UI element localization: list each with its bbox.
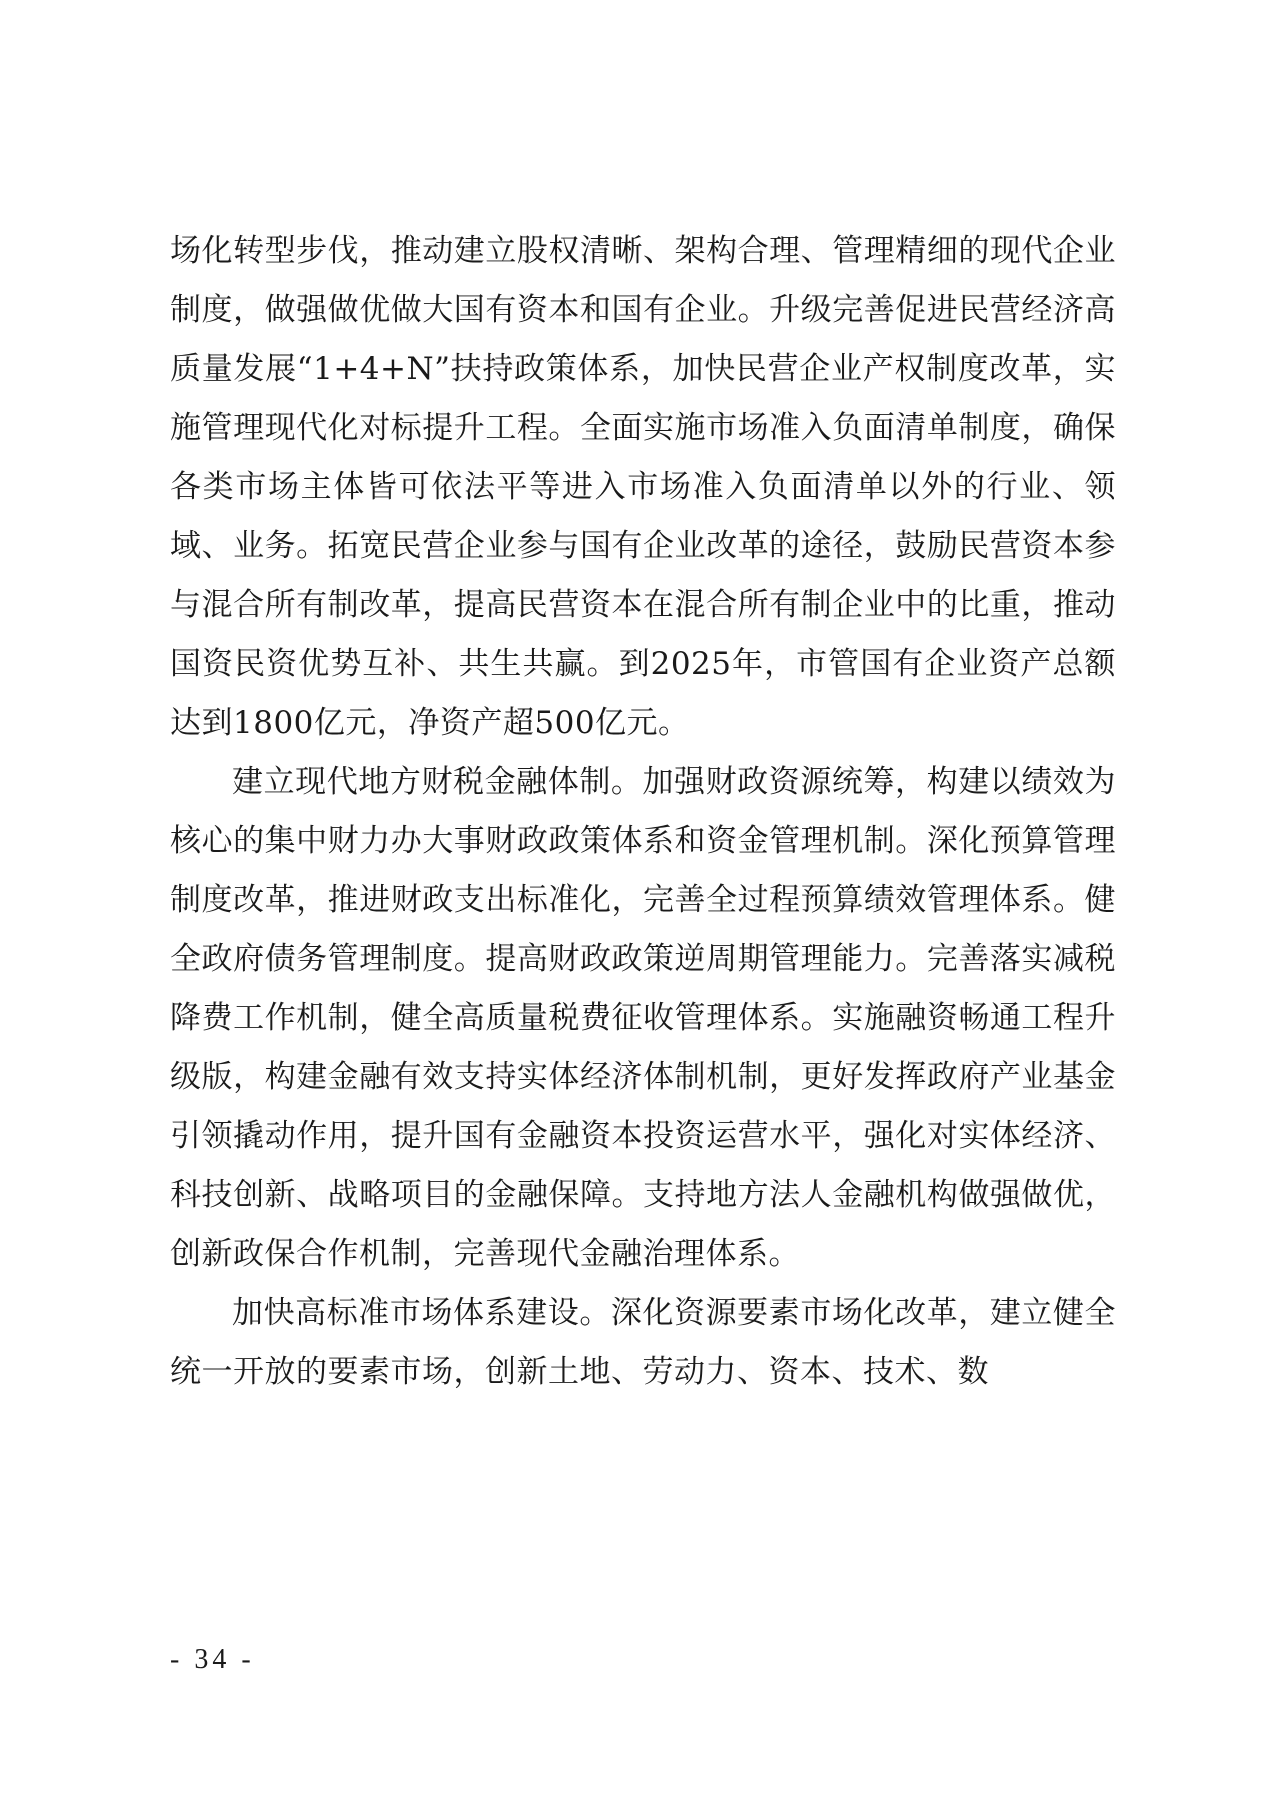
document-body xyxy=(170,222,1116,1402)
paragraph-market-system: 加快高标准市场体系建设。深化资源要素市场化改革，建立健全统一开放的要素市场，创新土地、劳动力、资本、技术、数 xyxy=(170,1295,1116,1390)
page-number: - 34 - xyxy=(170,1644,255,1675)
paragraph-fiscal-finance-system: 建立现代地方财税金融体制。加强财政资源统筹，构建以绩效为核心的集中财力办大事财政政策体系和资金管理机制。深化预算管理制度改革，推进财政支出标准化，完善全过程预算绩效管理体系。健全政府债务管理制度。提高财政政策逆周期管理能力。完善落实减税降费工作机制，健全高质量税费征收管理体系。实施融资畅通工程升级版，构建金融有效支持实体经济体制机制，更好发挥政府产业基金引领撬动作用，提升国有金融资本投资运营水平，强化对实体经济、科技创新、战略项目的金融保障。支持地方法人金融机构做强做优，创新政保合作机制，完善现代金融治理体系。 xyxy=(170,764,1116,1272)
paragraph-state-enterprise-reform: 场化转型步伐，推动建立股权清晰、架构合理、管理精细的现代企业制度，做强做优做大国有资本和国有企业。升级完善促进民营经济高质量发展“1+4+N”扶持政策体系，加快民营企业产权制度改革，实施管理现代化对标提升工程。全面实施市场准入负面清单制度，确保各类市场主体皆可依法平等进入市场准入负面清单以外的行业、领域、业务。拓宽民营企业参与国有企业改革的途径，鼓励民营资本参与混合所有制改革，提高民营资本在混合所有制企业中的比重，推动国资民资优势互补、共生共赢。到2025年，市管国有企业资产总额达到1800亿元，净资产超500亿元。 xyxy=(170,233,1116,741)
